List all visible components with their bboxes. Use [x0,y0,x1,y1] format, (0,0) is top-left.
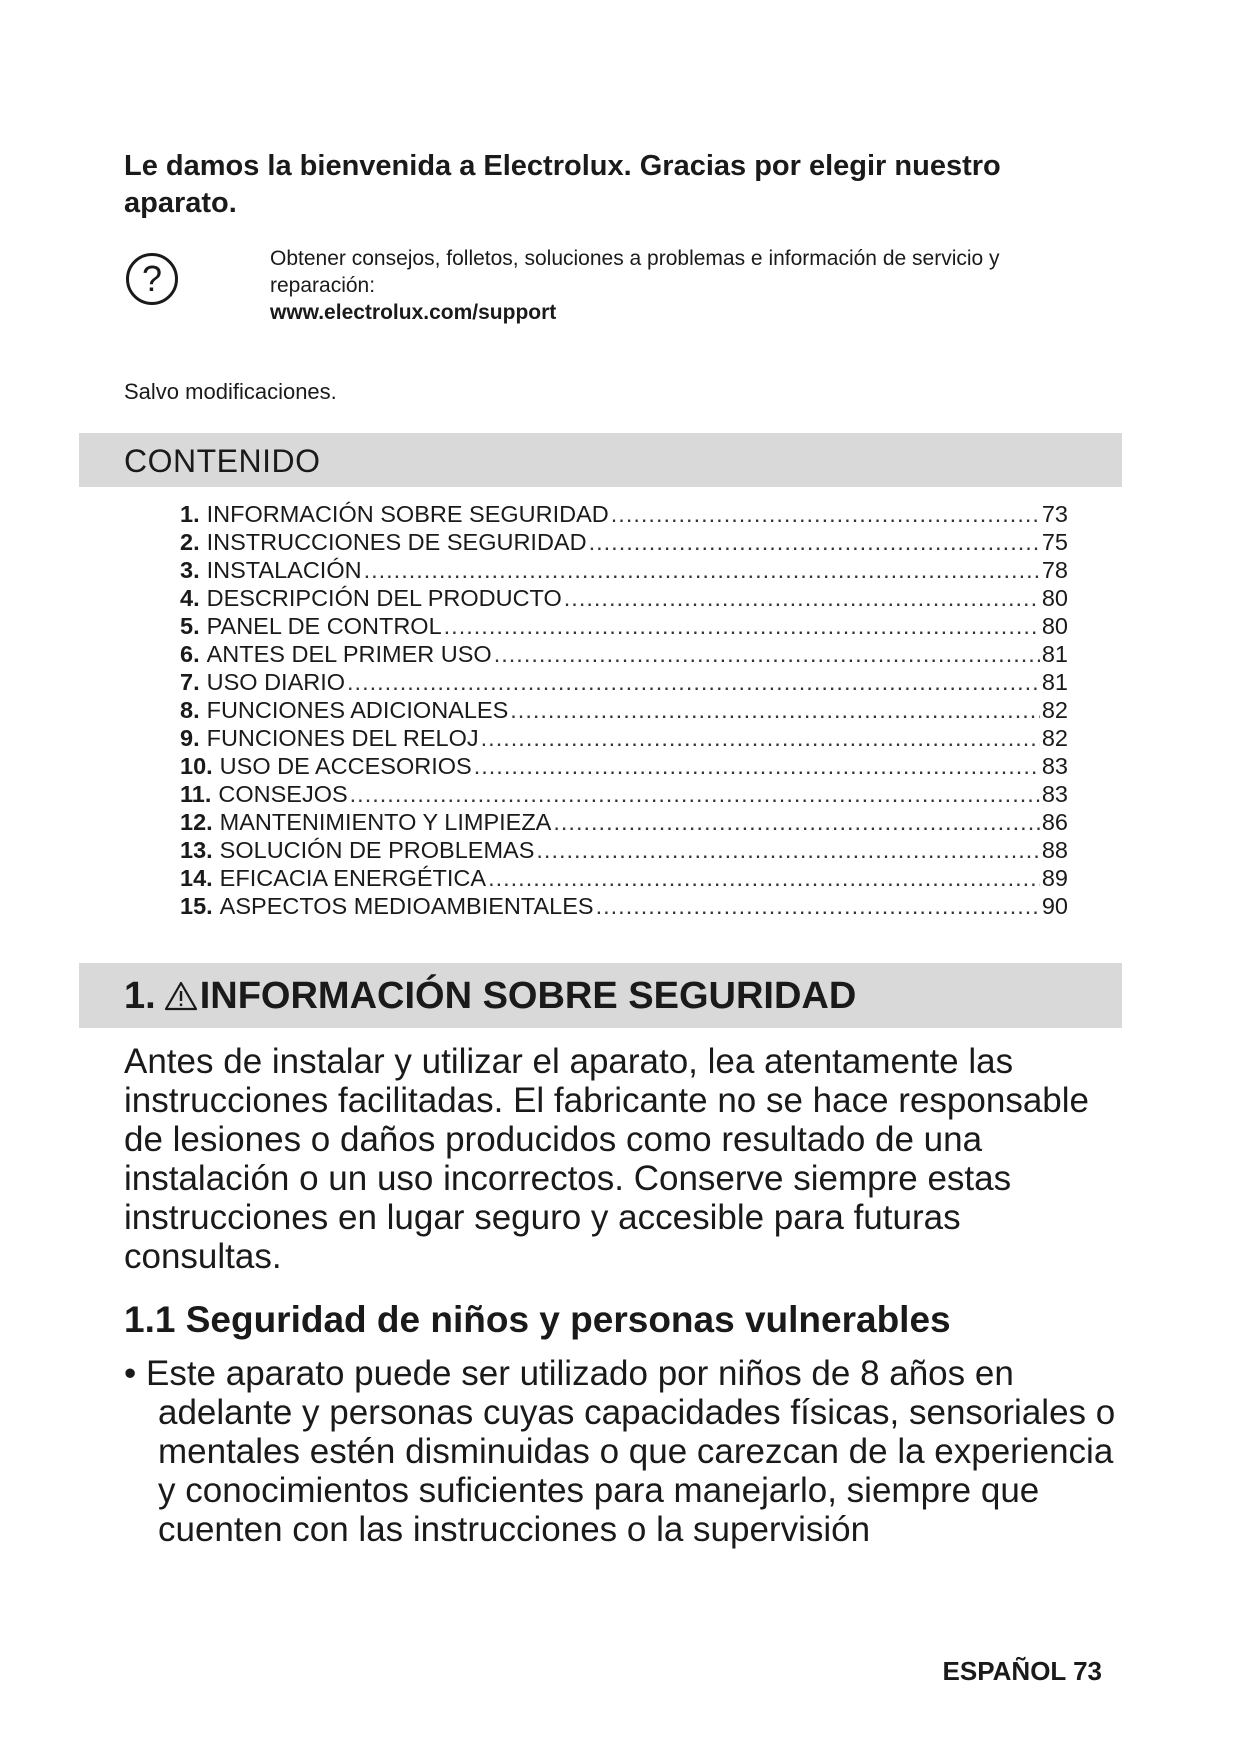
toc-item-title: PANEL DE CONTROL [206,613,442,639]
bullet-text: Este aparato puede ser utilizado por niños de 8 años en adelante y personas cuyas capacidades físicas, sensoriales o mentales estén disminuidas o que carezcan de la experiencia y conocimientos suficientes para manejarlo, siempre que cuenten con las instrucciones o la supervisión [145,1354,1116,1549]
toc-item-number: 9. [180,725,200,751]
section-title [124,975,856,1017]
support-text: Obtener consejos, folletos, soluciones a problemas e información de servicio y reparación: [270,247,1000,297]
table-of-contents [180,500,1068,920]
toc-item-number: 8. [180,697,200,723]
toc-dot-leader [474,752,1040,780]
toc-item[interactable] [180,668,1068,696]
toc-dot-leader [553,808,1040,836]
toc-item[interactable] [180,612,1068,640]
toc-item-page: 90 [1041,893,1068,919]
toc-item[interactable] [180,584,1068,612]
toc-item[interactable] [180,892,1068,920]
toc-dot-leader [589,528,1040,556]
toc-dot-leader [536,836,1039,864]
toc-item-page: 83 [1041,781,1068,807]
bullet-item: • Este aparato puede ser utilizado por niños de 8 años en adelante y personas cuyas capacidades físicas, sensoriales o mentales estén disminuidas o que carezcan de la experiencia y conocimientos suficientes para manejarlo, siempre que cuenten con las instrucciones o la supervisión [124,1354,1116,1549]
toc-item[interactable] [180,556,1068,584]
toc-item[interactable] [180,500,1068,528]
toc-dot-leader [481,724,1040,752]
toc-dot-leader [347,668,1040,696]
toc-item[interactable] [180,864,1068,892]
toc-item-title: USO DE ACCESORIOS [219,753,472,779]
toc-item-number: 14. [180,865,213,891]
toc-item-title: FUNCIONES DEL RELOJ [206,725,479,751]
page-footer [943,1656,1102,1686]
toc-item-page: 83 [1041,753,1068,779]
toc-dot-leader [494,640,1040,668]
toc-dot-leader [350,780,1040,808]
warning-triangle-icon [164,981,198,1011]
toc-item-title: INSTRUCCIONES DE SEGURIDAD [206,529,587,555]
toc-item-page: 81 [1041,669,1068,695]
toc-item-number: 1. [180,501,200,527]
toc-dot-leader [488,864,1040,892]
toc-item[interactable] [180,696,1068,724]
modifications-notice: Salvo modificaciones. [124,379,337,404]
toc-item-title: ANTES DEL PRIMER USO [206,641,492,667]
toc-item-number: 10. [180,753,213,779]
toc-item[interactable] [180,780,1068,808]
toc-item[interactable] [180,808,1068,836]
contents-header [79,433,1122,487]
toc-item-title: FUNCIONES ADICIONALES [206,697,509,723]
footer-page-number: 73 [1073,1656,1102,1686]
toc-item-number: 12. [180,809,213,835]
toc-item-title: ASPECTOS MEDIOAMBIENTALES [219,893,594,919]
toc-dot-leader [611,500,1040,528]
subsection-heading: 1.1 Seguridad de niños y personas vulnerables [124,1299,951,1340]
toc-item-page: 80 [1041,613,1068,639]
toc-item-page: 89 [1041,865,1068,891]
toc-dot-leader [364,556,1040,584]
toc-dot-leader [596,892,1040,920]
toc-item-title: DESCRIPCIÓN DEL PRODUCTO [206,585,562,611]
toc-item-number: 5. [180,613,200,639]
toc-item-page: 82 [1041,725,1068,751]
toc-item-number: 3. [180,557,200,583]
section-title-text: INFORMACIÓN SOBRE SEGURIDAD [199,975,857,1017]
toc-item-title: MANTENIMIENTO Y LIMPIEZA [219,809,552,835]
toc-dot-leader [510,696,1040,724]
toc-dot-leader [444,612,1040,640]
toc-item-page: 81 [1041,641,1068,667]
toc-item-page: 80 [1041,585,1068,611]
toc-item[interactable] [180,752,1068,780]
section-header [79,963,1122,1028]
toc-item[interactable] [180,528,1068,556]
toc-item-number: 15. [180,893,213,919]
support-url[interactable]: www.electrolux.com/support [270,301,557,324]
toc-item-title: EFICACIA ENERGÉTICA [219,865,487,891]
toc-item-number: 11. [180,781,212,807]
toc-item-page: 88 [1041,837,1068,863]
toc-item-page: 78 [1041,557,1068,583]
toc-item-number: 6. [180,641,200,667]
support-info [270,245,1090,326]
toc-item-number: 2. [180,529,200,555]
toc-item-page: 82 [1041,697,1068,723]
toc-item-page: 73 [1041,501,1068,527]
toc-item[interactable] [180,640,1068,668]
toc-item-title: USO DIARIO [206,669,346,695]
contents-title: CONTENIDO [124,443,321,479]
section-number: 1. [124,975,156,1017]
toc-item-title: INSTALACIÓN [206,557,362,583]
toc-item-title: SOLUCIÓN DE PROBLEMAS [219,837,535,863]
toc-item-number: 4. [180,585,200,611]
toc-item-number: 13. [180,837,213,863]
toc-item-page: 86 [1041,809,1068,835]
toc-dot-leader [564,584,1040,612]
toc-item-page: 75 [1041,529,1068,555]
toc-item-number: 7. [180,669,200,695]
intro-paragraph: Antes de instalar y utilizar el aparato, lea atentamente las instrucciones facilitadas. El fabricante no se hace responsable de lesiones o daños producidos como resultado de una instalación o un uso incorrectos. Conserve siempre estas instrucciones en lugar seguro y accesible para futuras consultas. [124,1042,1089,1276]
toc-item-title: INFORMACIÓN SOBRE SEGURIDAD [206,501,609,527]
footer-language: ESPAÑOL [942,1656,1066,1686]
question-circle-icon: ? [126,253,178,305]
toc-item[interactable] [180,724,1068,752]
toc-item[interactable] [180,836,1068,864]
welcome-heading: Le damos la bienvenida a Electrolux. Gracias por elegir nuestro aparato. [124,150,1001,219]
toc-item-title: CONSEJOS [218,781,348,807]
